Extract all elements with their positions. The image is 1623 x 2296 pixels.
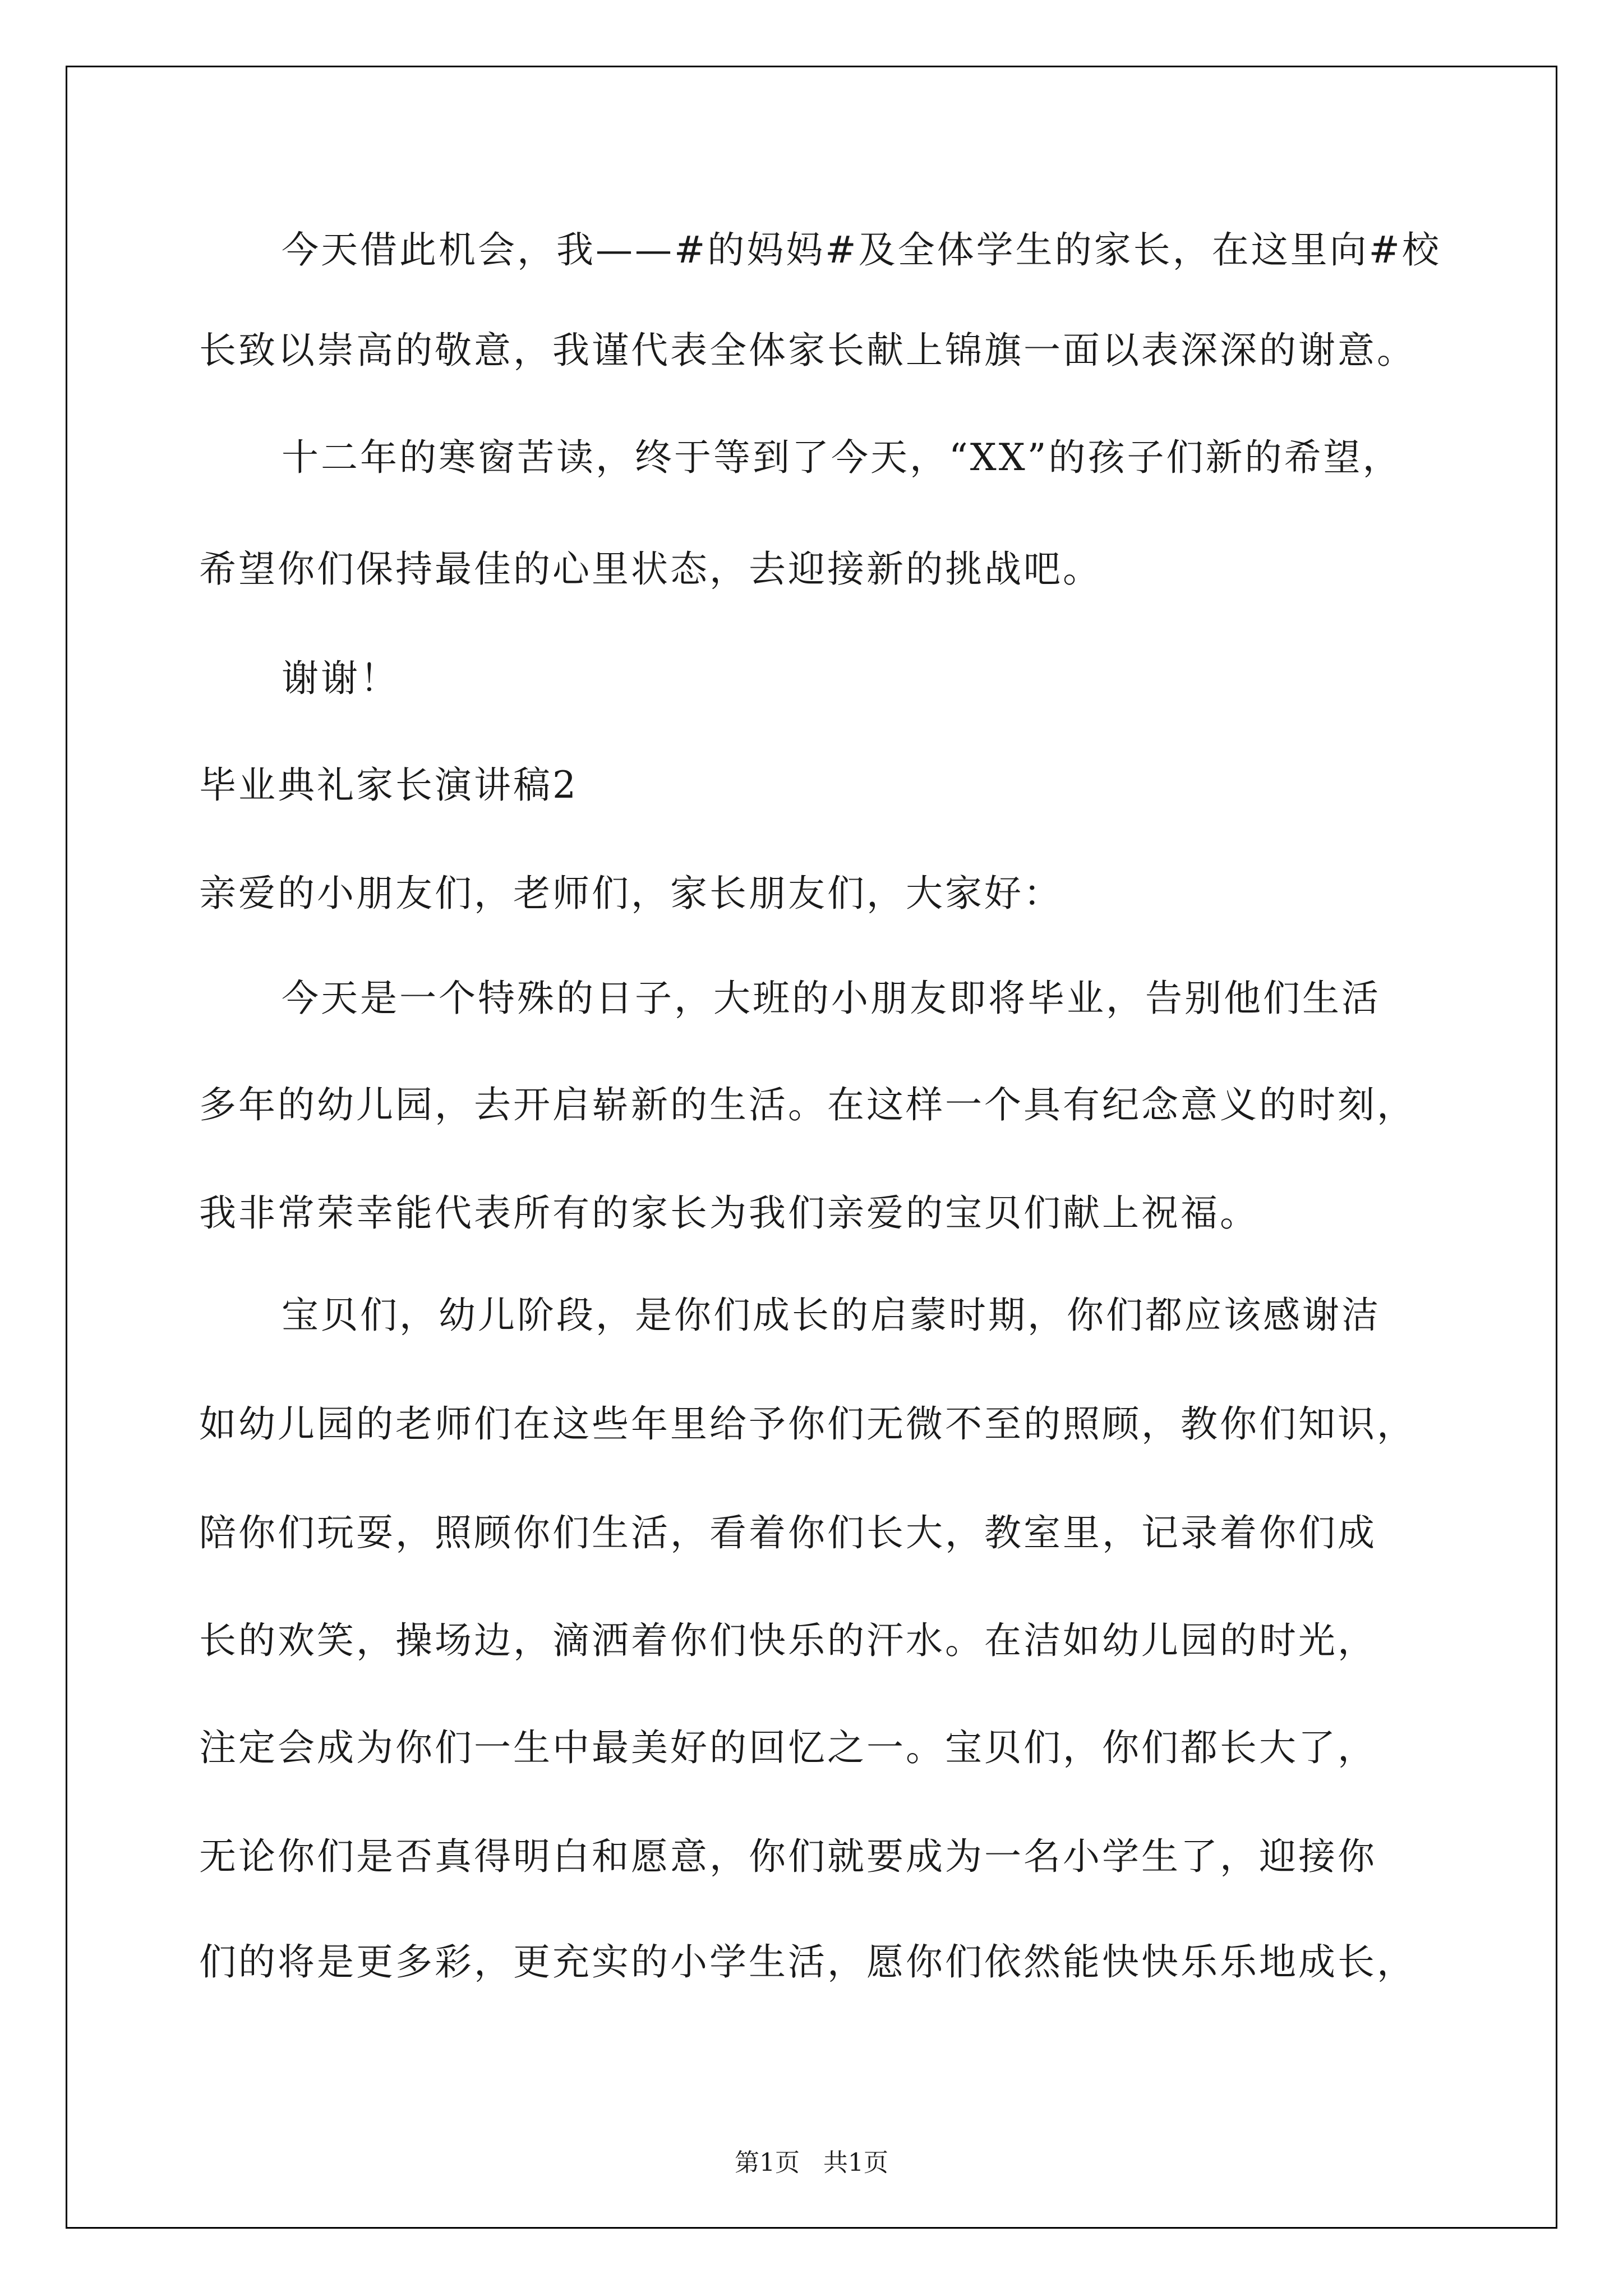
- paragraph-line: 如幼儿园的老师们在这些年里给予你们无微不至的照顾，教你们知识，: [199, 1402, 1416, 1446]
- paragraph-line: 无论你们是否真得明白和愿意，你们就要成为一名小学生了，迎接你: [199, 1835, 1377, 1878]
- page-number: 第1页: [735, 2148, 800, 2177]
- salutation-line: 亲爱的小朋友们，老师们，家长朋友们，大家好：: [199, 872, 1063, 915]
- page-border: [66, 66, 1557, 2229]
- paragraph-line: 陪你们玩耍，照顾你们生活，看着你们长大，教室里，记录着你们成: [199, 1511, 1377, 1554]
- paragraph-line: 们的将是更多彩，更充实的小学生活，愿你们依然能快快乐乐地成长，: [199, 1940, 1416, 1984]
- paragraph-line: 宝贝们，幼儿阶段，是你们成长的启蒙时期，你们都应该感谢洁: [282, 1294, 1381, 1337]
- paragraph-line: 希望你们保持最佳的心里状态，去迎接新的挑战吧。: [199, 547, 1102, 591]
- paragraph-line: 十二年的寒窗苦读，终于等到了今天，“XX”的孩子们新的希望，: [282, 436, 1402, 479]
- paragraph-line: 谢谢！: [282, 657, 399, 700]
- page-footer: [0, 2146, 1623, 2180]
- paragraph-line: 注定会成为你们一生中最美好的回忆之一。宝贝们，你们都长大了，: [199, 1726, 1377, 1769]
- paragraph-line: 多年的幼儿园，去开启崭新的生活。在这样一个具有纪念意义的时刻，: [199, 1083, 1416, 1126]
- paragraph-line: 我非常荣幸能代表所有的家长为我们亲爱的宝贝们献上祝福。: [199, 1191, 1259, 1235]
- paragraph-line: 长的欢笑，操场边，滴洒着你们快乐的汗水。在洁如幼儿园的时光，: [199, 1619, 1377, 1662]
- page-total: 共1页: [823, 2148, 888, 2177]
- paragraph-line: 长致以崇高的敬意，我谨代表全体家长献上锦旗一面以表深深的谢意。: [199, 329, 1416, 372]
- paragraph-line: 今天是一个特殊的日子，大班的小朋友即将毕业，告别他们生活: [282, 977, 1381, 1020]
- section-heading: 毕业典礼家长演讲稿2: [199, 763, 578, 807]
- paragraph-line: 今天借此机会，我——#的妈妈#及全体学生的家长，在这里向#校: [282, 228, 1441, 272]
